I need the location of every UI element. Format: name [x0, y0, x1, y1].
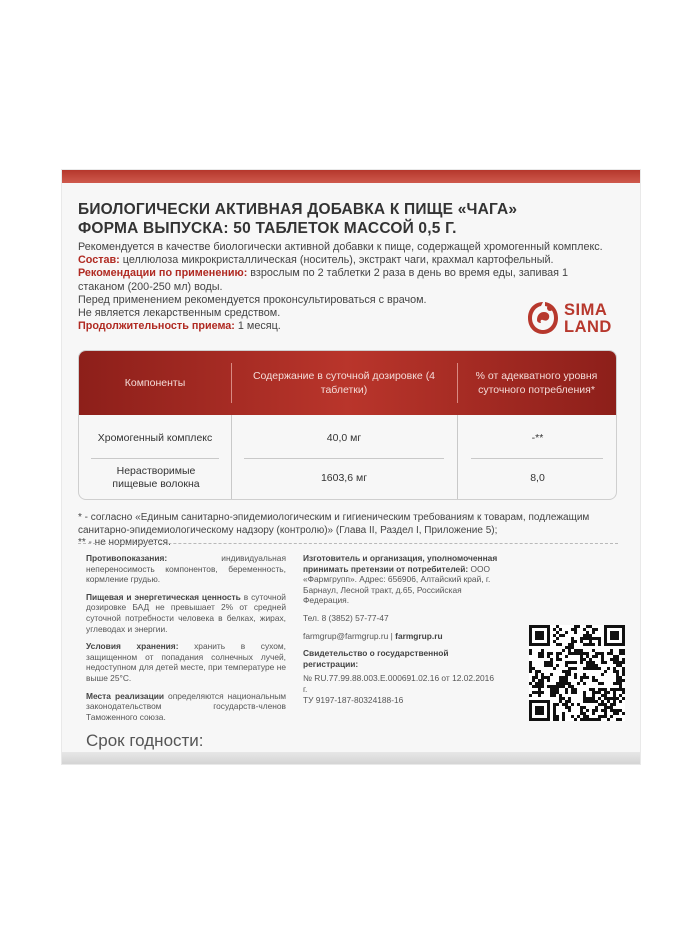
- usage-label: Рекомендации по применению:: [78, 267, 248, 280]
- storage-label: Условия хранения:: [86, 641, 179, 652]
- not-medicine-text: Не является лекарственным средством.: [78, 307, 281, 320]
- phone-number: Тел. 8 (3852) 57-77-47: [303, 612, 389, 623]
- registration-label: Свидетельство о государственной регистрации:: [303, 648, 449, 669]
- usage-line: [78, 267, 610, 293]
- logo-word-sima: SIMA: [564, 301, 608, 319]
- info-column-left: [86, 553, 286, 729]
- recommendation-text: Рекомендуется в качестве биологически активной добавки к пище, содержащей хромогенный комплекс.: [78, 241, 603, 253]
- sale-places: [86, 691, 286, 723]
- row-divider: [244, 458, 444, 459]
- simaland-bear-icon: [526, 300, 560, 336]
- contacts-line: farmgrup@farmgrup.ru | farmgrup.ru: [303, 630, 443, 641]
- qr-code: [529, 625, 625, 721]
- info-column-right: [303, 553, 499, 712]
- footnote-1: * - согласно «Единым санитарно-эпидемиологическим и гигиеническим требованиям к товарам, подлежащим санитарно-эпидемиологическому надзору (контролю)» (Глава II, Раздел I, Приложение 5);: [78, 512, 590, 536]
- simaland-logo: [526, 298, 626, 340]
- table-header-cell: Содержание в суточной дозировке (4 таблетки): [252, 370, 436, 396]
- composition-line: [78, 254, 618, 267]
- energy-text: в суточной дозировке БАД не превышает 2% от средней суточной потребности человека в белках, жирах, углеводах и энергии.: [86, 591, 286, 634]
- package-top-edge: [62, 170, 640, 183]
- duration-label: Продолжительность приема:: [78, 320, 235, 333]
- contraindications-text: индивидуальная непереносимость компонентов, беременность, кормление грудью.: [86, 553, 286, 585]
- table-cell: Нерастворимые пищевые волокна: [112, 465, 200, 490]
- column-divider: [231, 415, 232, 499]
- table-header-cell: % от адекватного уровня суточного потребления*: [475, 370, 598, 396]
- row-divider: [471, 458, 603, 459]
- table-header: [79, 351, 616, 415]
- footnote-2: ** - не нормируется.: [78, 537, 171, 548]
- usage-text: взрослым по 2 таблетки 2 раза в день во время еды, запивая 1 стаканом (200-250 мл) воды.: [78, 267, 569, 293]
- contraindications: [86, 553, 286, 585]
- table-cell: 1603,6 мг: [320, 471, 368, 484]
- sale-text: определяются национальным законодательством государств-членов Таможенного союза.: [86, 690, 287, 722]
- tu-number: ТУ 9197-187-80324188-16: [303, 694, 404, 705]
- consult-text: Перед применением рекомендуется проконсультироваться с врачом.: [78, 293, 427, 306]
- storage-conditions: [86, 641, 286, 683]
- sale-label: Места реализации: [86, 690, 165, 701]
- table-cell: 8,0: [530, 471, 545, 484]
- product-form-title: ФОРМА ВЫПУСКА: 50 ТАБЛЕТОК МАССОЙ 0,5 Г.: [78, 220, 457, 237]
- nutrition-table: [78, 350, 617, 500]
- header-divider: [457, 363, 458, 403]
- table-header-cell: Компоненты: [124, 377, 186, 389]
- table-cell: Хромогенный комплекс: [97, 431, 213, 444]
- energy-value: [86, 592, 286, 634]
- registration-number: № RU.77.99.88.003.Е.000691.02.16 от 12.02.2016 г.: [303, 673, 494, 694]
- dashed-divider: [78, 543, 618, 544]
- column-divider: [457, 415, 458, 499]
- contraindications-label: Противопоказания:: [86, 553, 168, 563]
- email-text: farmgrup@farmgrup.ru: [303, 630, 389, 641]
- storage-text: хранить в сухом, защищенном от попадания солнечных лучей, недоступном для детей месте, при температуре не выше 25°С.: [86, 641, 286, 683]
- composition-label: Состав:: [78, 254, 120, 267]
- header-divider: [231, 363, 232, 403]
- expiry-label: Срок годности:: [86, 731, 204, 750]
- composition-text: целлюлоза микрокристаллическая (носитель), экстракт чаги, крахмал картофельный.: [119, 254, 554, 267]
- package-bottom-edge: [62, 752, 640, 764]
- table-cell: 40,0 мг: [326, 431, 362, 444]
- website-text: farmgrup.ru: [395, 630, 443, 641]
- manufacturer-text: ООО «Фармгрупп». Адрес: 656906, Алтайский край, г. Барнаул, Лесной тракт, д.65, Российская Федерация.: [303, 563, 491, 606]
- product-title: БИОЛОГИЧЕСКИ АКТИВНАЯ ДОБАВКА К ПИЩЕ «ЧАГА»: [78, 201, 518, 218]
- duration-text: 1 месяц.: [234, 320, 281, 333]
- row-divider: [91, 458, 219, 459]
- manufacturer-label: Изготовитель и организация, уполномоченная принимать претензии от потребителей:: [303, 553, 498, 574]
- energy-label: Пищевая и энергетическая ценность: [86, 591, 241, 602]
- manufacturer: [303, 553, 499, 606]
- table-cell: -**: [531, 431, 544, 444]
- logo-word-land: LAND: [564, 318, 612, 336]
